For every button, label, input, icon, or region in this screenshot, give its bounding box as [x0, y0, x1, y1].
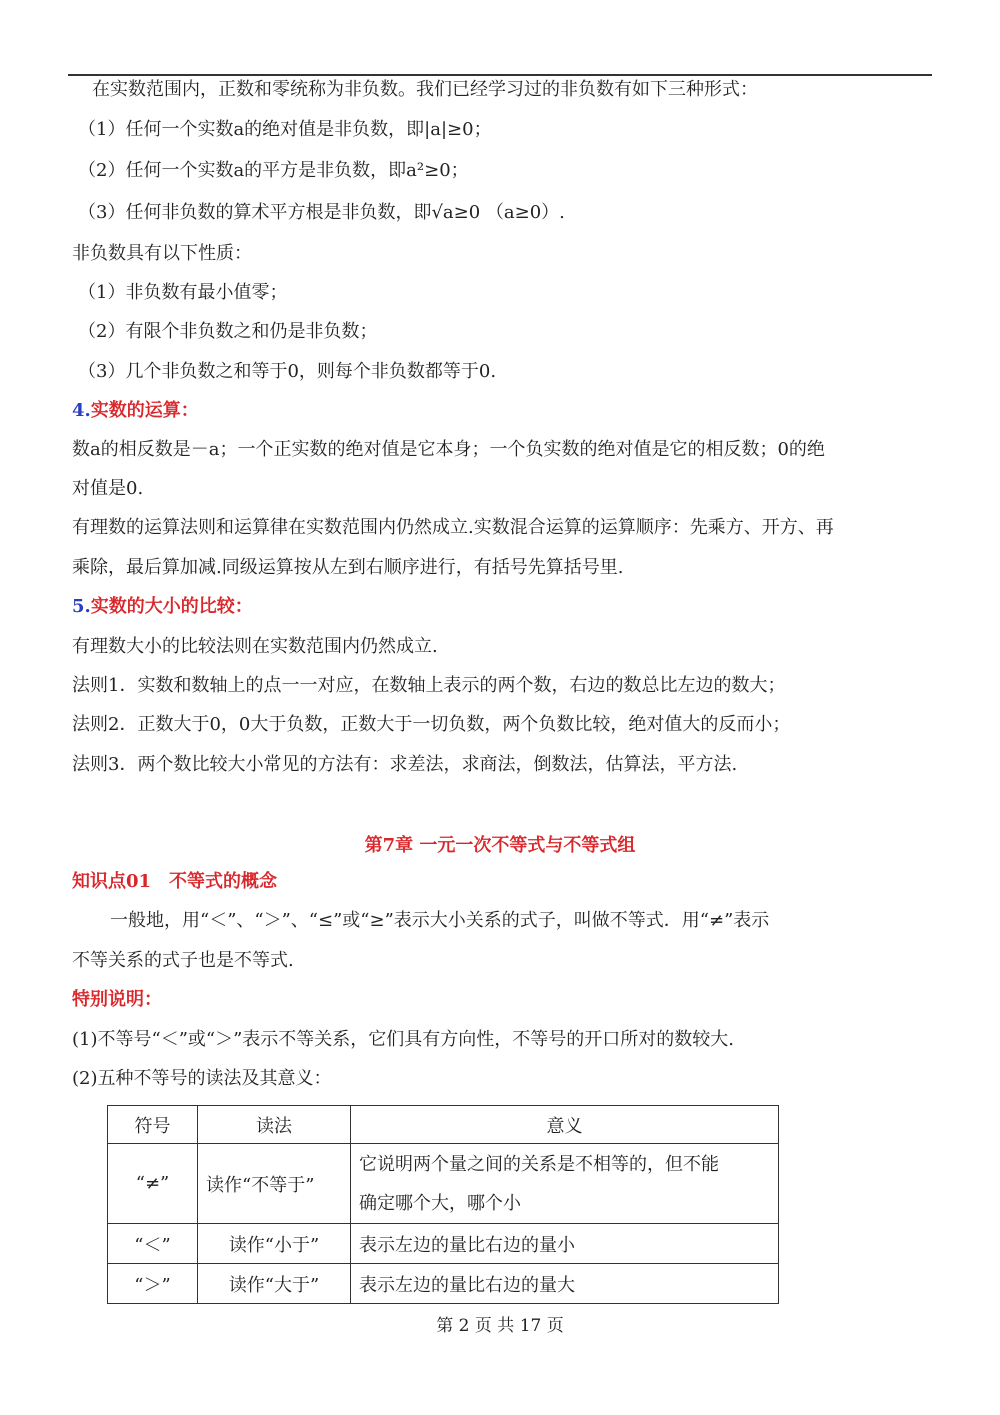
- section-number: 5.: [72, 596, 91, 617]
- note-title: 特别说明：: [72, 989, 162, 1010]
- section-heading-4: [72, 399, 199, 423]
- reading-cell: 读作“小于”: [198, 1224, 351, 1264]
- list-item: （1）任何一个实数a的绝对值是非负数，即|a|≥0；: [78, 119, 492, 140]
- section-number: 4.: [72, 400, 91, 421]
- list-item: （3）几个非负数之和等于0，则每个非负数都等于0.: [78, 361, 497, 382]
- paragraph: 有理数大小的比较法则在实数范围内仍然成立.: [72, 636, 438, 657]
- header-cell: 符号: [108, 1106, 198, 1144]
- meaning-cell: 表示左边的量比右边的量小: [351, 1224, 779, 1264]
- header-cell: 意义: [351, 1106, 779, 1144]
- list-item: （1）非负数有最小值零；: [78, 282, 288, 303]
- list-item: （2）任何一个实数a的平方是非负数，即a²≥0；: [78, 160, 469, 181]
- section-heading-5: [72, 595, 253, 619]
- symbol-cell: “＞”: [108, 1264, 198, 1304]
- meaning-cell: 表示左边的量比右边的量大: [351, 1264, 779, 1304]
- symbol-cell: “≠”: [108, 1144, 198, 1224]
- table-header-row: [108, 1106, 779, 1144]
- paragraph: 有理数的运算法则和运算律在实数范围内仍然成立.实数混合运算的运算顺序：先乘方、开方、再: [72, 517, 834, 538]
- knowledge-point-title: 知识点01 不等式的概念: [72, 871, 278, 892]
- table-row: [108, 1144, 779, 1224]
- paragraph: 乘除，最后算加减.同级运算按从左到右顺序进行，有括号先算括号里.: [72, 557, 624, 578]
- rule-item: 法则1．实数和数轴上的点一一对应，在数轴上表示的两个数，右边的数总比左边的数大；: [72, 675, 786, 696]
- header-rule: [68, 74, 932, 76]
- meaning-cell: [351, 1144, 779, 1224]
- inequality-table: [107, 1105, 779, 1304]
- rule-item: 法则3．两个数比较大小常见的方法有：求差法，求商法，倒数法，估算法，平方法.: [72, 754, 738, 775]
- section-title: 实数的大小的比较：: [90, 596, 253, 617]
- page-footer: 第 2 页 共 17 页: [436, 1316, 564, 1336]
- header-cell: 读法: [198, 1106, 351, 1144]
- table-row: [108, 1224, 779, 1264]
- paragraph: 一般地，用“＜”、“＞”、“≤”或“≥”表示大小关系的式子，叫做不等式．用“≠”表示: [110, 910, 770, 931]
- paragraph: (2)五种不等号的读法及其意义：: [72, 1068, 332, 1089]
- rule-item: 法则2．正数大于0，0大于负数，正数大于一切负数，两个负数比较，绝对值大的反而小；: [72, 714, 791, 735]
- paragraph: 在实数范围内，正数和零统称为非负数。我们已经学习过的非负数有如下三种形式：: [92, 79, 758, 100]
- list-item: （2）有限个非负数之和仍是非负数；: [78, 321, 378, 342]
- reading-cell: 读作“不等于”: [198, 1144, 351, 1224]
- paragraph: 对值是0.: [72, 478, 144, 499]
- meaning-line: 确定哪个大，哪个小: [359, 1192, 521, 1214]
- paragraph: (1)不等号“＜”或“＞”表示不等关系，它们具有方向性，不等号的开口所对的数较大.: [72, 1029, 735, 1050]
- chapter-title: 第7章 一元一次不等式与不等式组: [364, 835, 636, 856]
- meaning-line: 它说明两个量之间的关系是不相等的，但不能: [359, 1153, 719, 1175]
- section-title: 实数的运算：: [90, 400, 199, 421]
- paragraph: 不等关系的式子也是不等式.: [72, 950, 294, 971]
- table-row: [108, 1264, 779, 1304]
- paragraph: 非负数具有以下性质：: [72, 243, 252, 264]
- symbol-cell: “＜”: [108, 1224, 198, 1264]
- list-item: （3）任何非负数的算术平方根是非负数，即√a≥0 （a≥0）.: [78, 202, 565, 223]
- paragraph: 数a的相反数是－a；一个正实数的绝对值是它本身；一个负实数的绝对值是它的相反数；0的绝: [72, 439, 825, 460]
- reading-cell: 读作“大于”: [198, 1264, 351, 1304]
